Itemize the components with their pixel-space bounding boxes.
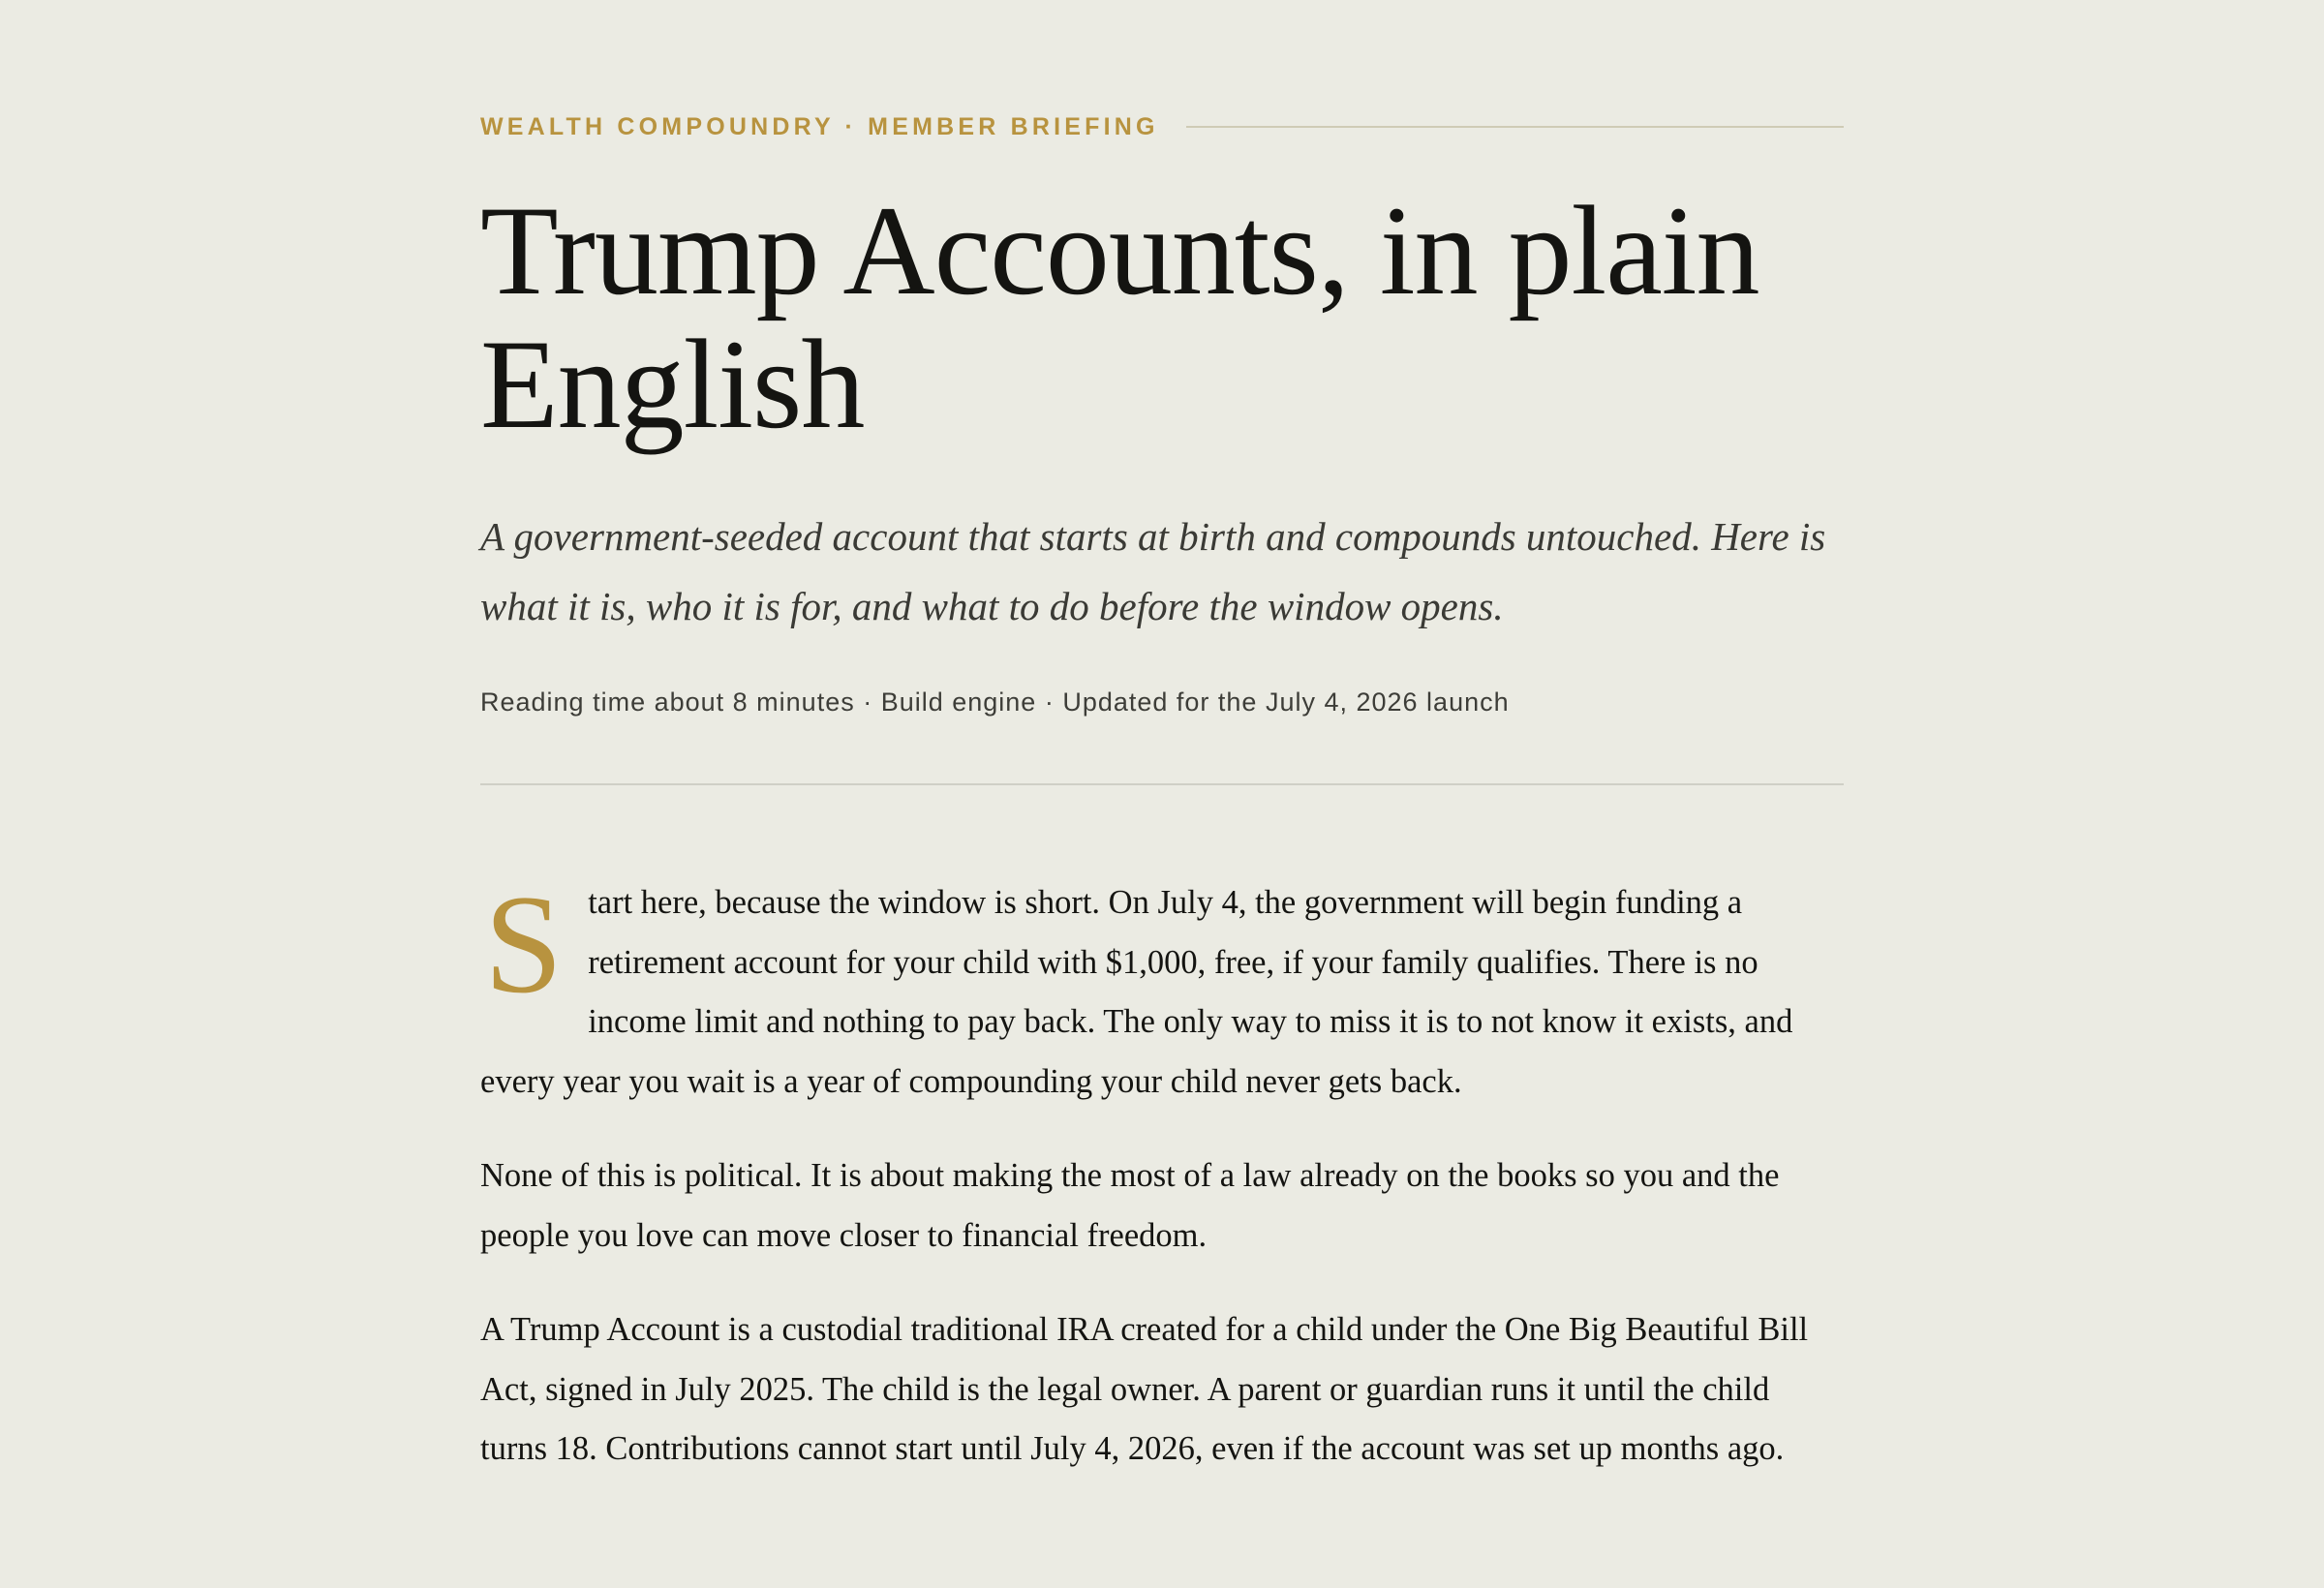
- kicker-rule: [1186, 126, 1844, 128]
- header-divider: [480, 783, 1844, 785]
- article-meta: Reading time about 8 minutes · Build engine · Updated for the July 4, 2026 launch: [480, 687, 1510, 717]
- drop-cap: S: [484, 866, 564, 1023]
- body-paragraph-1: [480, 866, 1844, 1112]
- page-subtitle: A government-seeded account that starts at birth and compounds untouched. Here is what it is, who it is for, and what to do before the window opens.: [480, 514, 1826, 628]
- page-title: Trump Accounts, in plain English: [480, 179, 1759, 455]
- body-paragraph-3: A Trump Account is a custodial traditional IRA created for a child under the One Big Beautiful Bill Act, signed in July 2025. The child is the legal owner. A parent or guardian runs it until the child turns 18. Contributions cannot start until July 4, 2026, even if the account was set up months ago.: [480, 1311, 1809, 1467]
- paragraph-1-text: tart here, because the window is short. On July 4, the government will begin funding a retirement account for your child with $1,000, free, if your family qualifies. There is no income limit and nothing to pay back. The only way to miss it is to not know it exists, and every year you wait is a year of compounding your child never gets back.: [480, 884, 1793, 1100]
- section-kicker: WEALTH COMPOUNDRY · MEMBER BRIEFING: [480, 112, 1159, 140]
- article-body: [480, 866, 1844, 1514]
- kicker-row: [480, 110, 1844, 143]
- body-paragraph-2: None of this is political. It is about making the most of a law already on the books so you and the people you love can move closer to financial freedom.: [480, 1157, 1780, 1254]
